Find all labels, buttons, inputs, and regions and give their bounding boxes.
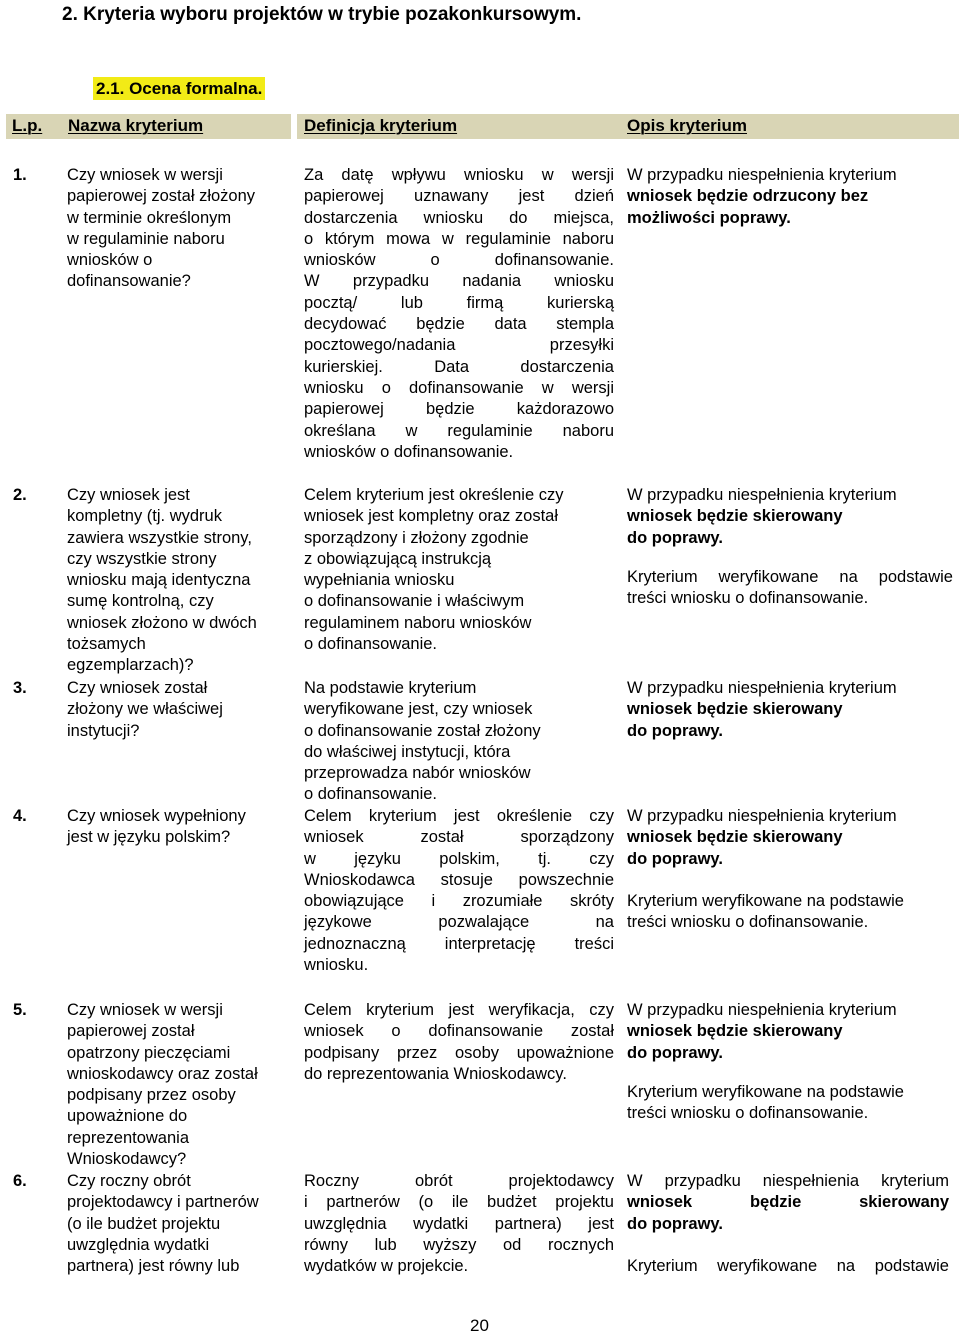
text-line: partnera) jest równy lub [67, 1257, 240, 1276]
page-number: 20 [470, 1316, 489, 1335]
text-line: weryfikowane jest, czy wniosek [304, 700, 533, 719]
verification-note [627, 567, 953, 610]
text-line: Celem kryterium jest weryfikacja, czy [304, 1001, 614, 1019]
row-number: 5. [13, 1001, 27, 1019]
text-line: o dofinansowanie. [304, 785, 438, 804]
text-line: Kryterium weryfikowane na podstawie [627, 1083, 904, 1101]
text-line: Za datę wpływu wniosku w wersji [304, 166, 614, 184]
text-line: i partnerów (o ile budżet projektu [304, 1193, 614, 1212]
text-line: Wnioskodawcy? [67, 1150, 187, 1169]
text-line: kurierskiej. Data dostarczenia [304, 357, 614, 376]
text-line: papierowej uznawany jest dzień [304, 187, 614, 206]
text-line: do poprawy. [627, 721, 723, 740]
text-line: reprezentowania [67, 1128, 189, 1147]
criterion-definition [304, 485, 614, 655]
text-line: wydatków w projekcie. [304, 1257, 469, 1276]
text-line: wniosek będzie skierowany [627, 1193, 949, 1212]
criterion-name [67, 806, 292, 849]
criterion-definition [304, 165, 614, 463]
text-line: Czy wniosek w wersji [67, 1001, 223, 1019]
criterion-description [627, 1171, 949, 1235]
criterion-description [627, 165, 953, 229]
text-line: wniosku mają identyczna [67, 571, 251, 590]
text-line: Czy wniosek w wersji [67, 166, 223, 184]
criterion-definition [304, 1000, 614, 1085]
verification-note [627, 1256, 949, 1277]
text-line: wniosków o dofinansowanie. [304, 251, 614, 270]
text-line: instytucji? [67, 721, 140, 740]
text-line: treści wniosku o dofinansowanie. [627, 913, 869, 932]
criterion-description [627, 806, 953, 870]
text-line: Wnioskodawca stosuje powszechnie [304, 870, 614, 889]
text-line: wnioskodawcy oraz został [67, 1064, 258, 1083]
criterion-definition [304, 678, 614, 806]
row-number: 3. [13, 679, 27, 697]
verification-note [627, 1082, 953, 1125]
text-line: wniosek będzie skierowany [627, 507, 843, 526]
text-line: wniosek złożono w dwóch [67, 613, 257, 632]
text-line: W przypadku niespełnienia kryterium [627, 807, 897, 825]
row-number: 1. [13, 166, 27, 184]
text-line: możliwości poprawy. [627, 208, 791, 227]
criterion-definition [304, 806, 614, 976]
text-line: W przypadku niespełnienia kryterium [627, 1001, 897, 1019]
text-line: pocztą/ lub firmą kurierską [304, 293, 614, 312]
text-line: Kryterium weryfikowane na podstawie [627, 1257, 949, 1275]
text-line: W przypadku niespełnienia kryterium [627, 486, 897, 504]
text-line: czy wszystkie strony [67, 549, 217, 568]
criterion-name [67, 1000, 292, 1170]
text-line: Czy wniosek został [67, 679, 208, 697]
text-line: wniosku o dofinansowanie w wersji [304, 378, 614, 397]
text-line: o którym mowa w regulaminie naboru [304, 229, 614, 248]
text-line: z obowiązującą instrukcją [304, 549, 492, 568]
criterion-description [627, 678, 953, 742]
text-line: W przypadku niespełnienia kryterium [627, 1172, 949, 1190]
text-line: W przypadku nadania wniosku [304, 272, 614, 291]
text-line: w regulaminie naboru [67, 229, 225, 248]
text-line: wniosek będzie skierowany [627, 700, 843, 719]
text-line: do właściwej instytucji, która [304, 742, 511, 761]
text-line: Na podstawie kryterium [304, 679, 477, 697]
header-name: Nazwa kryterium [64, 114, 291, 139]
text-line: wniosek został sporządzony [304, 828, 614, 847]
text-line: W przypadku niespełnienia kryterium [627, 166, 897, 184]
text-line: Celem kryterium jest określenie czy [304, 807, 614, 825]
text-line: Czy wniosek jest [67, 486, 190, 504]
text-line: do poprawy. [627, 849, 723, 868]
text-line: (o ile budżet projektu [67, 1214, 221, 1233]
text-line: decydować będzie data stempla [304, 315, 614, 334]
text-line: w języku polskim, tj. czy [304, 849, 614, 868]
criterion-name [67, 1171, 292, 1277]
text-line: treści wniosku o dofinansowanie. [627, 589, 869, 608]
text-line: wniosek będzie odrzucony bez [627, 187, 869, 206]
text-line: kompletny (tj. wydruk [67, 507, 222, 526]
criterion-description [627, 1000, 953, 1064]
text-line: zawiera wszystkie strony, [67, 528, 252, 547]
text-line: W przypadku niespełnienia kryterium [627, 679, 897, 697]
text-line: o dofinansowanie i właściwym [304, 592, 525, 611]
criterion-name [67, 485, 292, 677]
subsection-title: 2.1. Ocena formalna. [93, 77, 265, 100]
text-line: wniosek jest kompletny oraz został [304, 507, 559, 526]
text-line: wniosków o dofinansowanie. [304, 442, 514, 461]
text-line: regulaminem naboru wniosków [304, 613, 532, 632]
text-line: papierowej będzie każdorazowo [304, 400, 614, 419]
text-line: wypełniania wniosku [304, 571, 455, 590]
text-line: wniosek będzie skierowany [627, 828, 843, 847]
text-line: tożsamych [67, 635, 146, 654]
text-line: podpisany przez osoby upoważnione [304, 1043, 614, 1062]
text-line: podpisany przez osoby [67, 1086, 236, 1105]
text-line: sporządzony i złożony zgodnie [304, 528, 529, 547]
text-line: uwzględnia wydatki partnera) jest [304, 1214, 614, 1233]
text-line: Kryterium weryfikowane na podstawie [627, 892, 904, 910]
verification-note [627, 891, 953, 934]
criterion-name [67, 678, 292, 742]
text-line: językowe pozwalające na [304, 913, 614, 932]
row-number: 2. [13, 486, 27, 504]
text-line: dostarczenia wniosku do miejsca, [304, 208, 614, 227]
text-line: wniosek będzie skierowany [627, 1022, 843, 1041]
text-line: do poprawy. [627, 528, 723, 547]
header-lp: L.p. [6, 114, 64, 139]
text-line: o dofinansowanie. [304, 635, 438, 654]
text-line: wniosek o dofinansowanie został [304, 1022, 614, 1041]
text-line: uwzględnia wydatki [67, 1235, 210, 1254]
text-line: do poprawy. [627, 1214, 723, 1233]
criterion-description [627, 485, 953, 549]
text-line: opatrzony pieczęciami [67, 1043, 231, 1062]
text-line: określana w regulaminie naboru [304, 421, 614, 440]
text-line: w terminie określonym [67, 208, 232, 227]
text-line: upoważnione do [67, 1107, 188, 1126]
text-line: wniosków o [67, 251, 153, 270]
text-line: Kryterium weryfikowane na podstawie [627, 568, 953, 586]
text-line: przeprowadza nabór wniosków [304, 764, 531, 783]
text-line: Roczny obrót projektodawcy [304, 1172, 614, 1190]
text-line: obowiązujące i zrozumiałe skróty [304, 892, 614, 911]
text-line: złożony we właściwej [67, 700, 223, 719]
section-title: 2. Kryteria wyboru projektów w trybie pozakonkursowym. [62, 4, 582, 25]
text-line: Czy roczny obrót [67, 1172, 191, 1190]
criterion-name [67, 165, 292, 293]
text-line: egzemplarzach)? [67, 656, 194, 675]
text-line: papierowej został [67, 1022, 195, 1041]
text-line: dofinansowanie? [67, 272, 191, 291]
row-number: 6. [13, 1172, 27, 1190]
text-line: treści wniosku o dofinansowanie. [627, 1104, 869, 1123]
criterion-definition [304, 1171, 614, 1277]
text-line: jest w języku polskim? [67, 828, 231, 847]
text-line: papierowej został złożony [67, 187, 256, 206]
row-number: 4. [13, 807, 27, 825]
text-line: o dofinansowanie został złożony [304, 721, 541, 740]
text-line: Celem kryterium jest określenie czy [304, 486, 564, 504]
header-definition: Definicja kryterium [297, 114, 624, 139]
text-line: wniosku. [304, 956, 369, 975]
text-line: do poprawy. [627, 1043, 723, 1062]
header-description: Opis kryterium [622, 114, 959, 139]
text-line: sumę kontrolną, czy [67, 592, 214, 611]
text-line: pocztowego/nadania przesyłki [304, 336, 614, 355]
text-line: Czy wniosek wypełniony [67, 807, 246, 825]
text-line: projektodawcy i partnerów [67, 1193, 259, 1212]
text-line: do reprezentowania Wnioskodawcy. [304, 1064, 567, 1083]
text-line: jednoznaczną interpretację treści [304, 934, 614, 953]
text-line: równy lub wyższy od rocznych [304, 1235, 614, 1254]
